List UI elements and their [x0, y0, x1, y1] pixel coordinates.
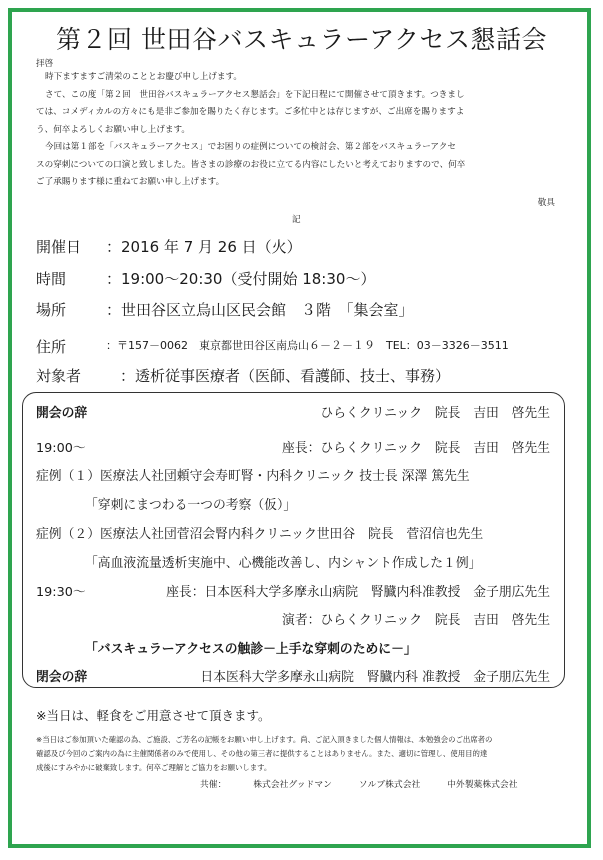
lecture-speaker: 演者：ひらくクリニック 院長 吉田 啓先生: [282, 613, 550, 628]
open-speaker: ひらくクリニック 院長 吉田 啓先生: [320, 406, 550, 421]
address-value: ：〒157－0062 東京都世田谷区南烏山６－２－１９ TEL：03－3326－3511: [106, 339, 509, 352]
close-speaker: 日本医科大学多摩永山病院 腎臓内科 准教授 金子朋広先生: [200, 670, 550, 685]
target-label: 対象者: [36, 367, 82, 385]
time-label: 時間: [36, 270, 67, 288]
sponsor-name: 中外製薬株式会社: [447, 780, 518, 790]
body-text: [36, 69, 465, 192]
session2-time: 19:30～: [36, 585, 86, 600]
info-date: [36, 236, 302, 257]
info-address: [36, 336, 509, 357]
session1-time: 19:00～: [36, 441, 86, 456]
greeting: 拝啓: [36, 59, 54, 69]
privacy-line: 成後にすみやかに破棄致します。何卒ご理解とご協力をお願いします。: [36, 763, 272, 772]
lecture-title: 「バスキュラーアクセスの触診－上手な穿刺のために－」: [85, 642, 417, 657]
program-box: [22, 392, 565, 688]
ki-marker: 記: [292, 215, 301, 225]
session2-chair: 座長：日本医科大学多摩永山病院 腎臓内科准教授 金子朋広先生: [166, 585, 550, 600]
time-value: ：19:00～20:30（受付開始 18:30～）: [106, 270, 376, 288]
case2: 症例（２）医療法人社団菅沼会腎内科クリニック世田谷 院長 菅沼信也先生: [36, 527, 484, 542]
sponsors-label: 共催：: [200, 780, 227, 790]
body-line: ては、コメディカルの方々にも是非ご参加を賜りたく存じます。ご多忙中とは存じますが、ご出席を賜りますよ: [36, 107, 465, 117]
privacy-line: ※当日はご参加頂いた確認の為、ご施設、ご芳名の記帳をお願い申し上げます。尚、ご記入頂きました個人情報は、本勉強会のご出席者の: [36, 735, 493, 744]
close-label: 閉会の辞: [36, 670, 88, 685]
address-label: 住所: [36, 338, 67, 356]
session1-chair: 座長：ひらくクリニック 院長 吉田 啓先生: [282, 441, 550, 456]
place-label: 場所: [36, 301, 67, 319]
sponsor-name: ソルブ株式会社: [358, 780, 421, 790]
case1-title: 「穿刺にまつわる一つの考察（仮）」: [85, 498, 297, 513]
body-line: 今回は第１部を「バスキュラーアクセス」でお困りの症例についての検討会、第２部をバスキュラーアクセ: [45, 142, 456, 152]
open-label: 開会の辞: [36, 406, 88, 421]
body-line: さて、この度「第２回 世田谷バスキュラーアクセス懇話会」を下記日程にて開催させて頂きます。つきまし: [45, 89, 465, 100]
body-line: スの穿刺についての口演と致しました。皆さまの診療のお役に立てる内容にしたいと考えておりますので、何卒: [36, 159, 466, 170]
body-line: 時下ますますご清栄のこととお慶び申し上げます。: [45, 72, 242, 82]
info-target: [36, 365, 450, 386]
date-value: ：2016 年 7 月 26 日（火）: [106, 238, 302, 256]
place-value: ：世田谷区立烏山区民会館 ３階 「集会室」: [106, 301, 414, 319]
page-title: 第２回 世田谷バスキュラーアクセス懇話会: [56, 25, 547, 54]
meal-note: ※当日は、軽食をご用意させて頂きます。: [36, 708, 271, 723]
privacy-line: 確認及び今回のご案内の為に主催関係者のみで使用し、その他の第三者に提供することはありません。また、適切に管理し、使用目的達: [36, 749, 488, 758]
sponsors: [200, 777, 542, 790]
info-time: [36, 268, 375, 289]
body-line: ご了承賜ります様に重ねてお願い申し上げます。: [36, 177, 225, 187]
case1: 症例（１）医療法人社団頼守会寿町腎・内科クリニック 技士長 深澤 篤先生: [36, 469, 470, 484]
case2-title: 「高血液流量透析実施中、心機能改善し、内シャント作成した１例」: [85, 556, 482, 571]
closing-keigu: 敬具: [537, 198, 555, 208]
sponsor-name: 株式会社グッドマン: [253, 780, 332, 790]
date-label: 開催日: [36, 238, 82, 256]
body-line: う、何卒よろしくお願い申し上げます。: [36, 124, 191, 135]
target-value: ：透析従事医療者（医師、看護師、技士、事務）: [120, 367, 451, 385]
privacy-note: [36, 733, 492, 775]
info-place: [36, 299, 414, 320]
